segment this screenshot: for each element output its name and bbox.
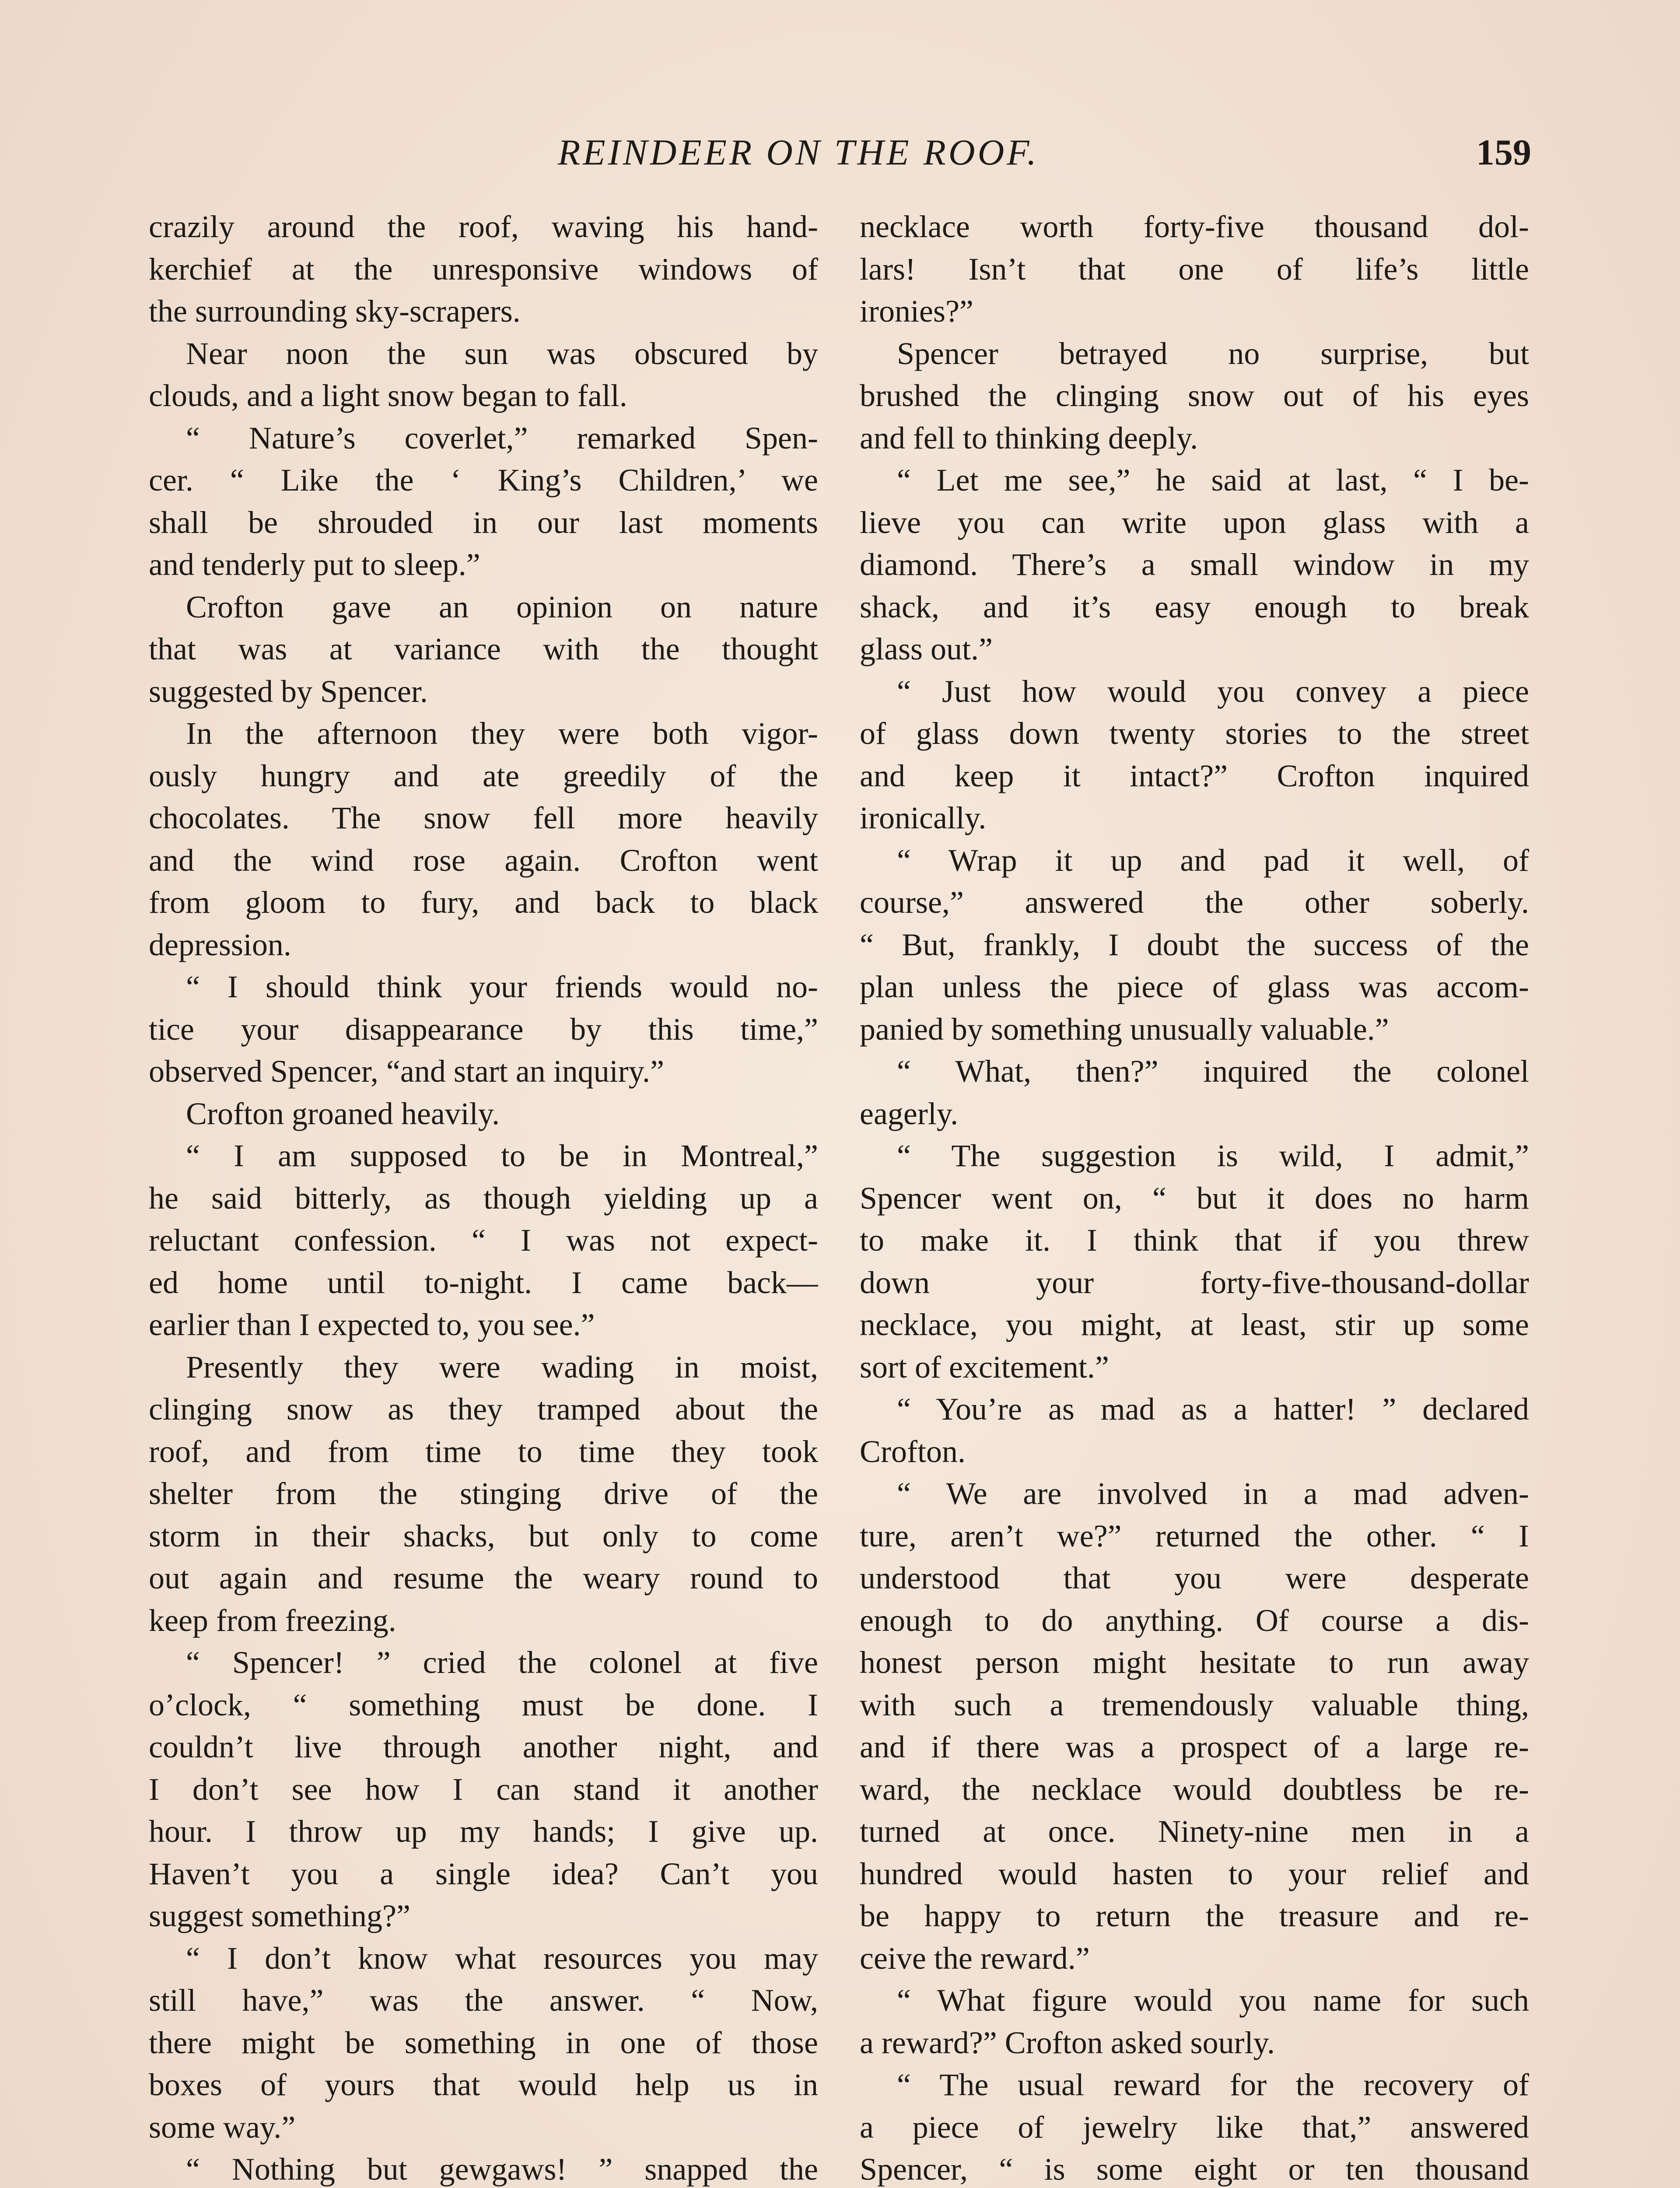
text-line: to make it. I think that if you threw <box>860 1223 1529 1258</box>
text-line: still have,” was the answer. “ Now, <box>149 1983 818 2018</box>
text-line: Haven’t you a single idea? Can’t you <box>149 1856 818 1891</box>
text-line: and keep it intact?” Crofton inquired <box>860 758 1529 793</box>
text-line: ironically. <box>860 800 987 835</box>
text-line: glass out.” <box>860 631 993 666</box>
text-line: observed Spencer, “and start an inquiry.” <box>149 1054 665 1089</box>
text-line: panied by something unusually valuable.” <box>860 1011 1389 1047</box>
text-line: Crofton gave an opinion on nature <box>186 589 818 624</box>
text-line: “ The usual reward for the recovery of <box>897 2067 1529 2102</box>
text-line: Crofton groaned heavily. <box>186 1096 500 1131</box>
text-line: plan unless the piece of glass was accom- <box>860 969 1529 1004</box>
text-line: the surrounding sky-scrapers. <box>149 294 521 329</box>
text-line: and tenderly put to sleep.” <box>149 547 480 582</box>
text-line: from gloom to fury, and back to black <box>149 885 818 920</box>
text-line: “ You’re as mad as a hatter! ” declared <box>897 1392 1529 1427</box>
text-line: keep from freezing. <box>149 1602 396 1638</box>
text-line: and the wind rose again. Crofton went <box>149 842 818 878</box>
text-line: Spencer, “ is some eight or ten thousand <box>860 2152 1529 2187</box>
text-line: Spencer went on, “ but it does no harm <box>860 1180 1529 1216</box>
text-line: suggested by Spencer. <box>149 673 428 709</box>
text-line: hundred would hasten to your relief and <box>860 1856 1529 1891</box>
text-line: tice your disappearance by this time,” <box>149 1011 818 1047</box>
text-line: hour. I throw up my hands; I give up. <box>149 1814 818 1849</box>
text-line: I don’t see how I can stand it another <box>149 1771 818 1807</box>
text-line: down your forty-five-thousand-dollar <box>860 1265 1529 1300</box>
text-line: enough to do anything. Of course a dis- <box>860 1602 1529 1638</box>
text-line: ously hungry and ate greedily of the <box>149 758 818 793</box>
text-line: “ Nature’s coverlet,” remarked Spen- <box>186 420 818 456</box>
text-line: kerchief at the unresponsive windows of <box>149 251 818 287</box>
text-line: Spencer betrayed no surprise, but <box>897 336 1529 371</box>
text-line: couldn’t live through another night, and <box>149 1729 818 1764</box>
text-line: honest person might hesitate to run away <box>860 1645 1529 1680</box>
text-line: suggest something?” <box>149 1898 410 1933</box>
text-line: “ Let me see,” he said at last, “ I be- <box>897 463 1529 498</box>
text-line: necklace worth forty-five thousand dol- <box>860 209 1529 244</box>
text-line: depression. <box>149 927 291 962</box>
text-line: that was at variance with the thought <box>149 631 818 666</box>
text-line: Near noon the sun was obscured by <box>186 336 818 371</box>
text-line: roof, and from time to time they took <box>149 1434 818 1469</box>
text-line: “ The suggestion is wild, I admit,” <box>897 1138 1529 1173</box>
text-line: boxes of yours that would help us in <box>149 2067 818 2102</box>
text-line: “ Nothing but gewgaws! ” snapped the <box>186 2152 818 2187</box>
text-column-left <box>149 206 818 2188</box>
page-number: 159 <box>1476 132 1531 173</box>
text-line: o’clock, “ something must be done. I <box>149 1687 818 1722</box>
text-line: he said bitterly, as though yielding up a <box>149 1180 818 1216</box>
text-line: diamond. There’s a small window in my <box>860 547 1529 582</box>
text-line: clinging snow as they tramped about the <box>149 1392 818 1427</box>
running-title: REINDEER ON THE ROOF. <box>558 132 1039 173</box>
text-line: and fell to thinking deeply. <box>860 420 1198 456</box>
text-line: “ But, frankly, I doubt the success of the <box>860 927 1529 962</box>
text-line: and if there was a prospect of a large re- <box>860 1729 1529 1764</box>
text-line: “ We are involved in a mad adven- <box>897 1476 1529 1511</box>
text-line: “ Wrap it up and pad it well, of <box>897 842 1529 878</box>
text-line: “ I am supposed to be in Montreal,” <box>186 1138 818 1173</box>
text-line: ward, the necklace would doubtless be re- <box>860 1771 1529 1807</box>
text-line: Presently they were wading in moist, <box>186 1349 818 1385</box>
text-line: “ What, then?” inquired the colonel <box>897 1054 1529 1089</box>
text-line: ed home until to-night. I came back— <box>149 1265 818 1300</box>
text-line: lieve you can write upon glass with a <box>860 505 1529 540</box>
text-line: “ I don’t know what resources you may <box>186 1940 818 1976</box>
text-line: a reward?” Crofton asked sourly. <box>860 2025 1275 2060</box>
text-line: understood that you were desperate <box>860 1560 1529 1595</box>
text-line: “ What figure would you name for such <box>897 1983 1529 2018</box>
text-line: shack, and it’s easy enough to break <box>860 589 1529 624</box>
text-line: Crofton. <box>860 1434 966 1469</box>
text-line: cer. “ Like the ‘ King’s Children,’ we <box>149 463 818 498</box>
text-line: “ Just how would you convey a piece <box>897 673 1529 709</box>
text-column-right <box>860 206 1529 2188</box>
text-line: eagerly. <box>860 1096 959 1131</box>
text-line: with such a tremendously valuable thing, <box>860 1687 1529 1722</box>
text-line: shall be shrouded in our last moments <box>149 505 818 540</box>
text-line: of glass down twenty stories to the street <box>860 716 1529 751</box>
text-line: there might be something in one of those <box>149 2025 818 2060</box>
text-line: turned at once. Ninety-nine men in a <box>860 1814 1529 1849</box>
text-line: ironies?” <box>860 294 973 329</box>
text-line: “ I should think your friends would no- <box>186 969 818 1004</box>
text-line: chocolates. The snow fell more heavily <box>149 800 818 835</box>
text-line: earlier than I expected to, you see.” <box>149 1307 595 1342</box>
text-line: a piece of jewelry like that,” answered <box>860 2109 1529 2145</box>
text-line: “ Spencer! ” cried the colonel at five <box>186 1645 818 1680</box>
text-line: In the afternoon they were both vigor- <box>186 716 818 751</box>
text-line: clouds, and a light snow began to fall. <box>149 378 627 413</box>
text-line: ceive the reward.” <box>860 1940 1090 1976</box>
text-line: sort of excitement.” <box>860 1349 1109 1385</box>
text-line: be happy to return the treasure and re- <box>860 1898 1529 1933</box>
text-line: ture, aren’t we?” returned the other. “ I <box>860 1518 1529 1553</box>
text-line: out again and resume the weary round to <box>149 1560 818 1595</box>
text-line: storm in their shacks, but only to come <box>149 1518 818 1553</box>
text-line: some way.” <box>149 2109 296 2145</box>
text-line: crazily around the roof, waving his hand- <box>149 209 818 244</box>
text-line: brushed the clinging snow out of his eyes <box>860 378 1529 413</box>
text-line: shelter from the stinging drive of the <box>149 1476 818 1511</box>
text-line: reluctant confession. “ I was not expect- <box>149 1223 818 1258</box>
text-line: course,” answered the other soberly. <box>860 885 1529 920</box>
text-line: necklace, you might, at least, stir up some <box>860 1307 1529 1342</box>
text-line: lars! Isn’t that one of life’s little <box>860 251 1529 287</box>
